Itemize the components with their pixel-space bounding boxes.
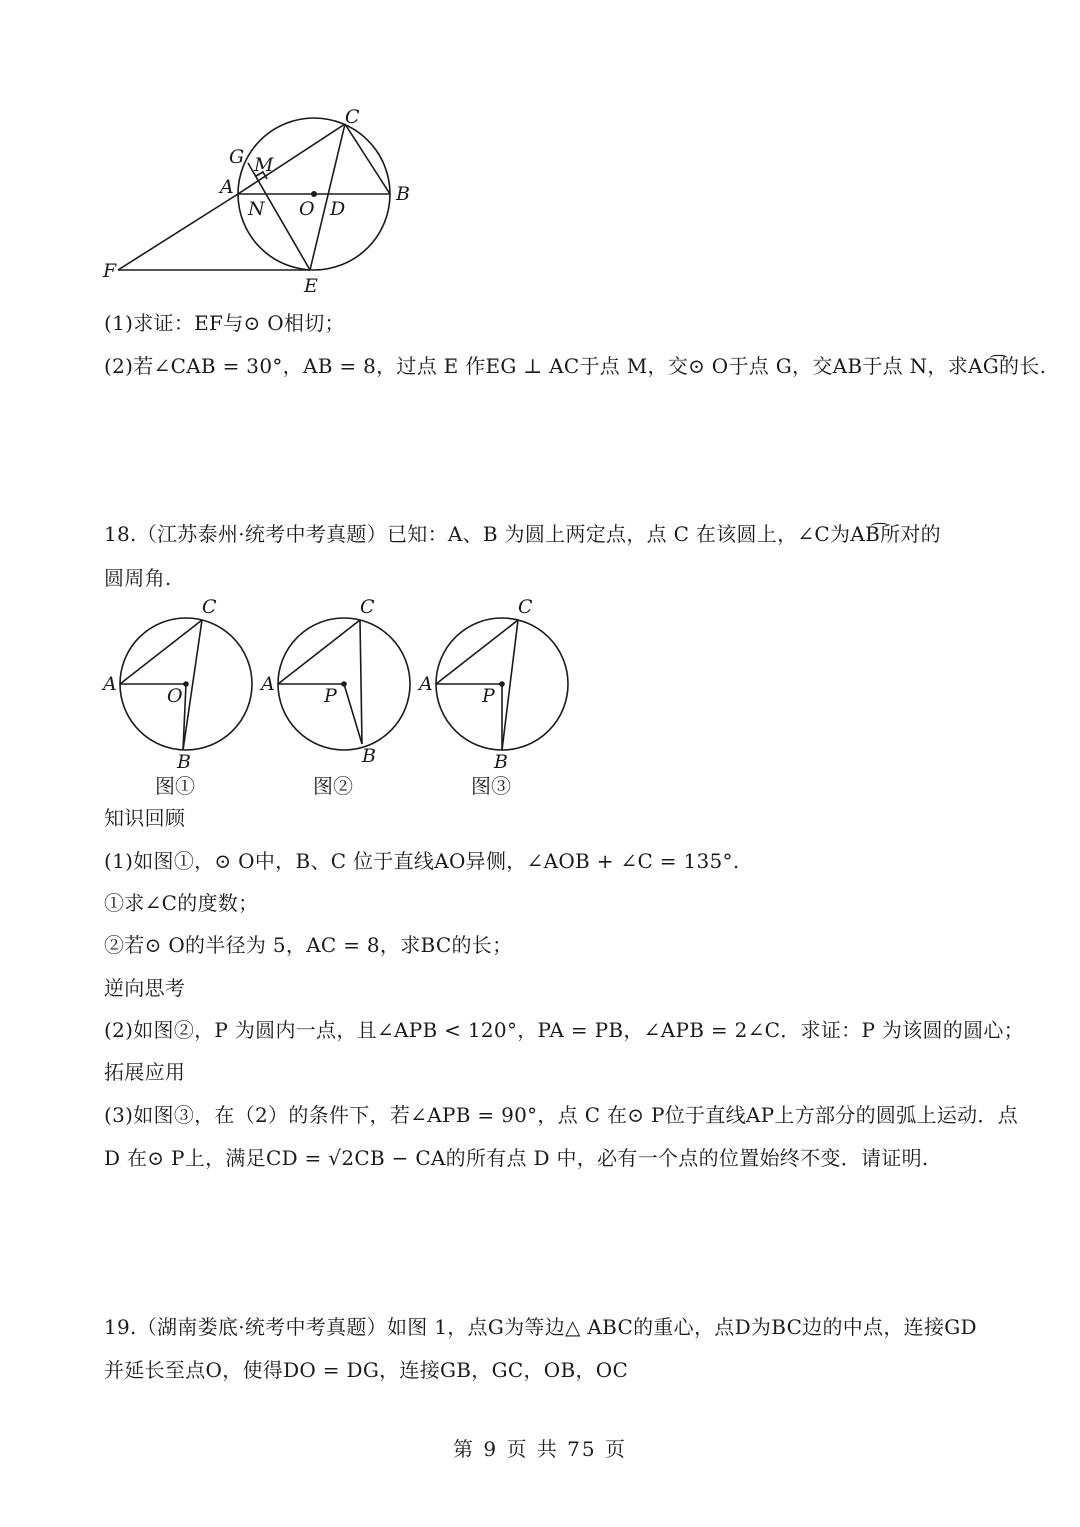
- label-d: D: [330, 198, 346, 220]
- label-o: O: [167, 685, 183, 707]
- q17-figure: [100, 100, 430, 300]
- center-dot: [341, 681, 347, 687]
- segment-ac: [436, 620, 518, 684]
- label-o: O: [299, 198, 315, 220]
- q19-line2: 并延长至点O，使得DO = DG，连接GB，GC，OB，OC: [104, 1358, 629, 1382]
- label-n: N: [248, 198, 265, 220]
- label-a: A: [261, 673, 275, 695]
- q17-part2: (2)若∠CAB = 30°，AB = 8，过点 E 作EG ⊥ AC于点 M，交⊙ O于点 G，交AB于点 N，求AG͡的长.: [104, 354, 1047, 378]
- label-c: C: [202, 596, 217, 618]
- label-b: B: [494, 751, 508, 772]
- q18-figure-2-caption: 图②: [313, 774, 353, 798]
- label-a: A: [103, 673, 117, 695]
- segment-ce: [310, 124, 345, 270]
- segment-cb: [360, 620, 362, 744]
- q18-figure-3: [414, 592, 580, 772]
- q18-p3-line1: (3)如图③，在（2）的条件下，若∠APB = 90°，点 C 在⊙ P位于直线AP上方部分的圆弧上运动．点: [104, 1103, 1019, 1127]
- segment-fa: [118, 194, 238, 270]
- q18-p1: (1)如图①，⊙ O中，B、C 位于直线AO异侧，∠AOB + ∠C = 135°.: [104, 849, 740, 873]
- segment-pb: [344, 684, 362, 744]
- q18-p3-line2: D 在⊙ P上，满足CD = √2CB − CA的所有点 D 中，必有一个点的位置始终不变．请证明.: [104, 1146, 929, 1170]
- label-g: G: [229, 146, 245, 168]
- q18-figure-1-caption: 图①: [155, 774, 195, 798]
- page-footer: 第 9 页 共 75 页: [453, 1437, 627, 1461]
- q18-intro-line1: 18.（江苏泰州·统考中考真题）已知：A、B 为圆上两定点，点 C 在该圆上，∠C为AB͡所对的: [104, 522, 941, 546]
- q18-section-extend: 拓展应用: [104, 1060, 186, 1084]
- segment-ac: [278, 620, 360, 684]
- q18-figure-3-caption: 图③: [471, 774, 511, 798]
- label-p: P: [482, 685, 495, 707]
- q18-section-reverse: 逆向思考: [104, 976, 186, 1000]
- label-b: B: [177, 751, 191, 772]
- q18-section-knowledge: 知识回顾: [104, 806, 186, 830]
- label-f: F: [103, 260, 117, 282]
- q18-intro-line2: 圆周角.: [104, 566, 172, 590]
- q18-figure-1: [98, 592, 264, 772]
- segment-cb: [345, 124, 390, 194]
- center-dot: [183, 681, 189, 687]
- label-b: B: [362, 745, 376, 767]
- q18-p1b: ②若⊙ O的半径为 5，AC = 8，求BC的长；: [104, 933, 513, 957]
- label-e: E: [304, 275, 318, 297]
- center-dot: [499, 681, 505, 687]
- label-m: M: [254, 154, 274, 176]
- segment-ac: [120, 620, 202, 684]
- label-a: A: [419, 673, 433, 695]
- q18-figure-2: [256, 592, 422, 772]
- label-c: C: [518, 596, 533, 618]
- label-c: C: [345, 106, 360, 128]
- center-dot: [311, 191, 317, 197]
- q18-p1a: ①求∠C的度数；: [104, 891, 259, 915]
- q18-p2: (2)如图②，P 为圆内一点，且∠APB < 120°，PA = PB，∠APB = 2∠C．求证：P 为该圆的圆心；: [104, 1018, 1024, 1042]
- label-a: A: [220, 176, 234, 198]
- label-c: C: [360, 596, 375, 618]
- q19-line1: 19.（湖南娄底·统考中考真题）如图 1，点G为等边△ ABC的重心，点D为BC边的中点，连接GD: [104, 1315, 977, 1339]
- label-p: P: [324, 685, 337, 707]
- label-b: B: [396, 183, 410, 205]
- q17-part1: (1)求证：EF与⊙ O相切；: [104, 311, 345, 335]
